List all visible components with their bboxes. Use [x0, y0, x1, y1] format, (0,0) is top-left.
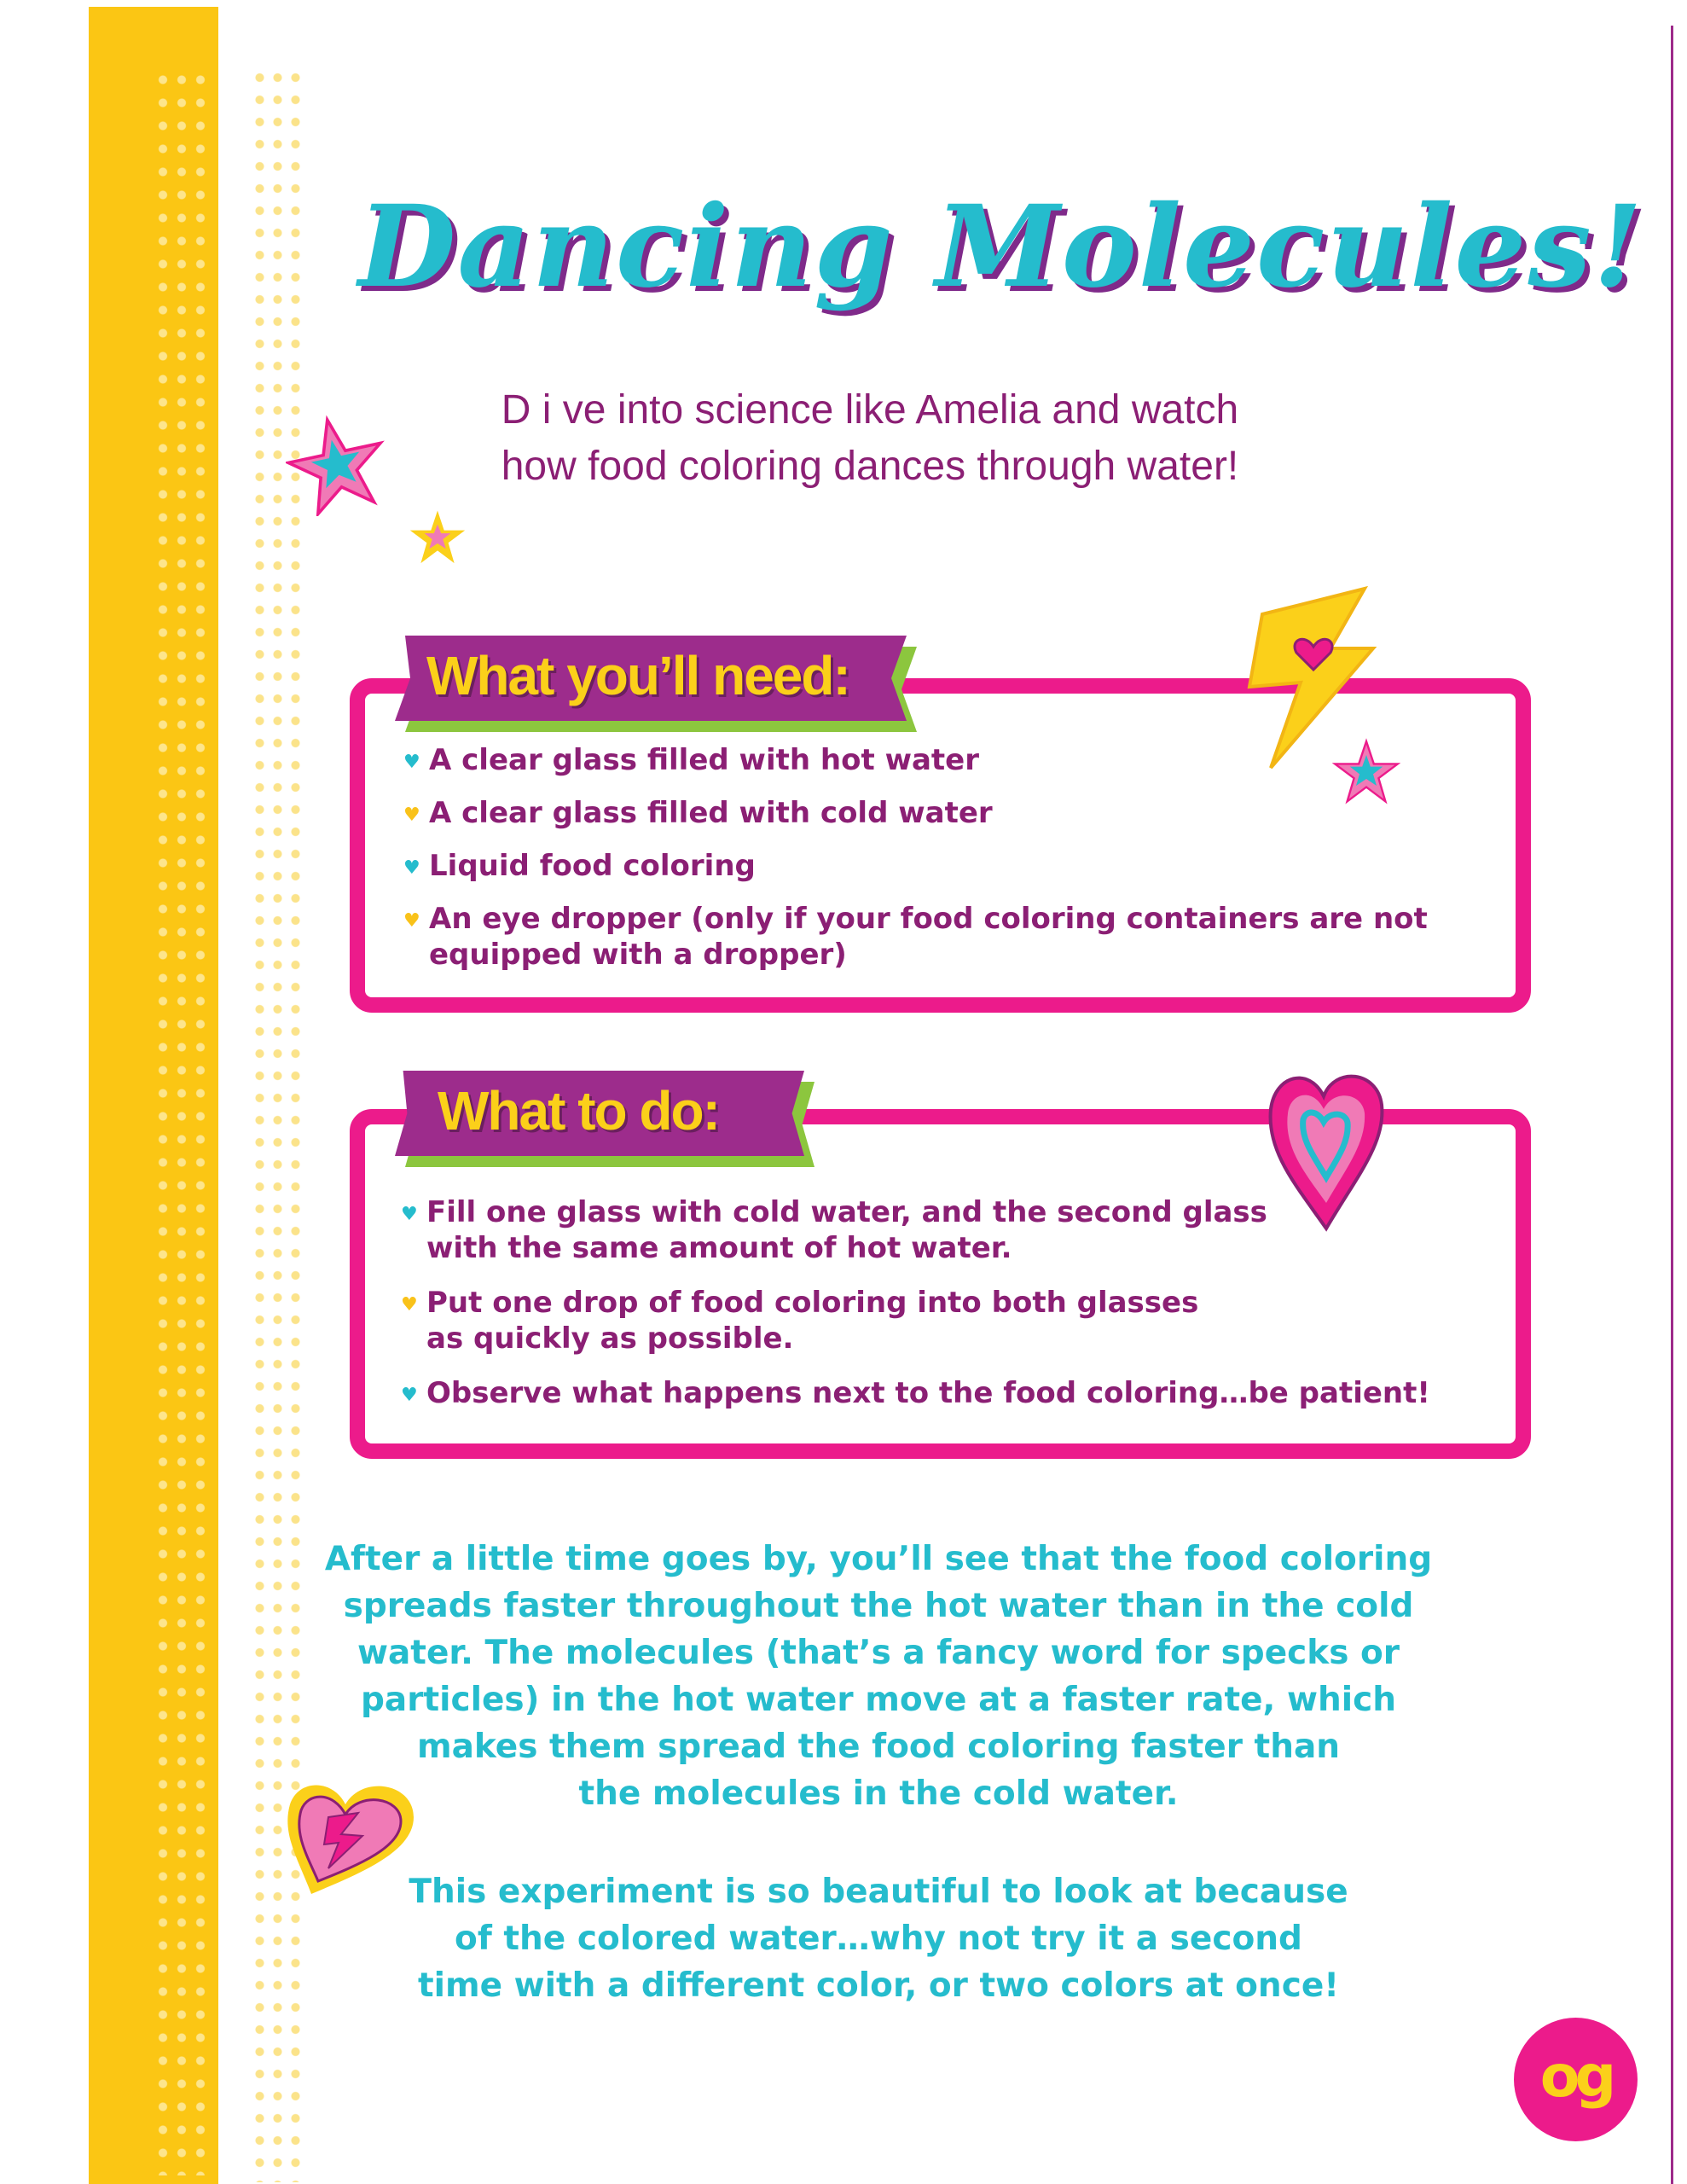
closing-line: time with a different color, or two colors at once! [417, 1966, 1340, 2005]
og-logo: og [1514, 2018, 1638, 2141]
list-item-text: A clear glass filled with hot water [429, 743, 980, 777]
heart-bullet-icon: ♥ [403, 804, 420, 826]
closing-line: of the colored water…why not try it a second [455, 1920, 1302, 1958]
list-item-text-continued: as quickly as possible. [426, 1321, 794, 1356]
explanation-line: water. The molecules (that’s a fancy word for specks or [357, 1634, 1400, 1672]
right-edge-line [1671, 26, 1673, 2184]
list-item [401, 1375, 1430, 1411]
list-item-text: Liquid food coloring [429, 849, 756, 883]
steps-list [401, 1194, 1430, 1430]
list-item-text-continued: equipped with a dropper) [429, 938, 847, 972]
needs-list [403, 742, 1428, 990]
explanation-line: particles) in the hot water move at a faster rate, which [360, 1681, 1396, 1719]
star-icon [286, 414, 388, 516]
list-item [403, 848, 1428, 884]
needs-heading: What you’ll need: [426, 645, 849, 706]
list-item [403, 742, 1428, 778]
list-item [403, 901, 1428, 973]
heart-bullet-icon: ♥ [401, 1385, 418, 1406]
closing-paragraph [324, 1868, 1433, 2009]
heart-bullet-icon: ♥ [403, 910, 420, 932]
list-item-text: Observe what happens next to the food coloring…be patient! [426, 1376, 1430, 1410]
subtitle-line-2: how food coloring dances through water! [501, 444, 1239, 489]
explanation-line: makes them spread the food coloring faster than [416, 1728, 1341, 1766]
page-title: Dancing Molecules! [358, 181, 1644, 313]
list-item [403, 795, 1428, 831]
subtitle [443, 382, 1296, 495]
closing-line: This experiment is so beautiful to look at because [409, 1873, 1348, 1911]
subtitle-line-1: D i ve into science like Amelia and watch [501, 387, 1239, 433]
explanation-paragraph [324, 1536, 1433, 1817]
explanation-line: spreads faster throughout the hot water than in the cold [343, 1587, 1414, 1625]
list-item [401, 1194, 1430, 1266]
list-item-text: A clear glass filled with cold water [429, 796, 993, 830]
steps-heading: What to do: [438, 1080, 719, 1141]
star-icon [408, 508, 467, 567]
list-item [401, 1285, 1430, 1356]
heart-bullet-icon: ♥ [401, 1204, 418, 1225]
list-item-text-continued: with the same amount of hot water. [426, 1231, 1012, 1265]
list-item-text: Put one drop of food coloring into both glasses [426, 1286, 1199, 1320]
heart-bullet-icon: ♥ [403, 857, 420, 879]
explanation-line: the molecules in the cold water. [578, 1774, 1179, 1813]
stripe-dots [154, 68, 213, 2175]
heart-bullet-icon: ♥ [403, 752, 420, 773]
list-item-text: Fill one glass with cold water, and the second glass [426, 1195, 1267, 1229]
heart-bullet-icon: ♥ [401, 1294, 418, 1316]
explanation-line: After a little time goes by, you’ll see that the food coloring [324, 1540, 1433, 1578]
list-item-text: An eye dropper (only if your food coloring containers are not [429, 902, 1428, 936]
